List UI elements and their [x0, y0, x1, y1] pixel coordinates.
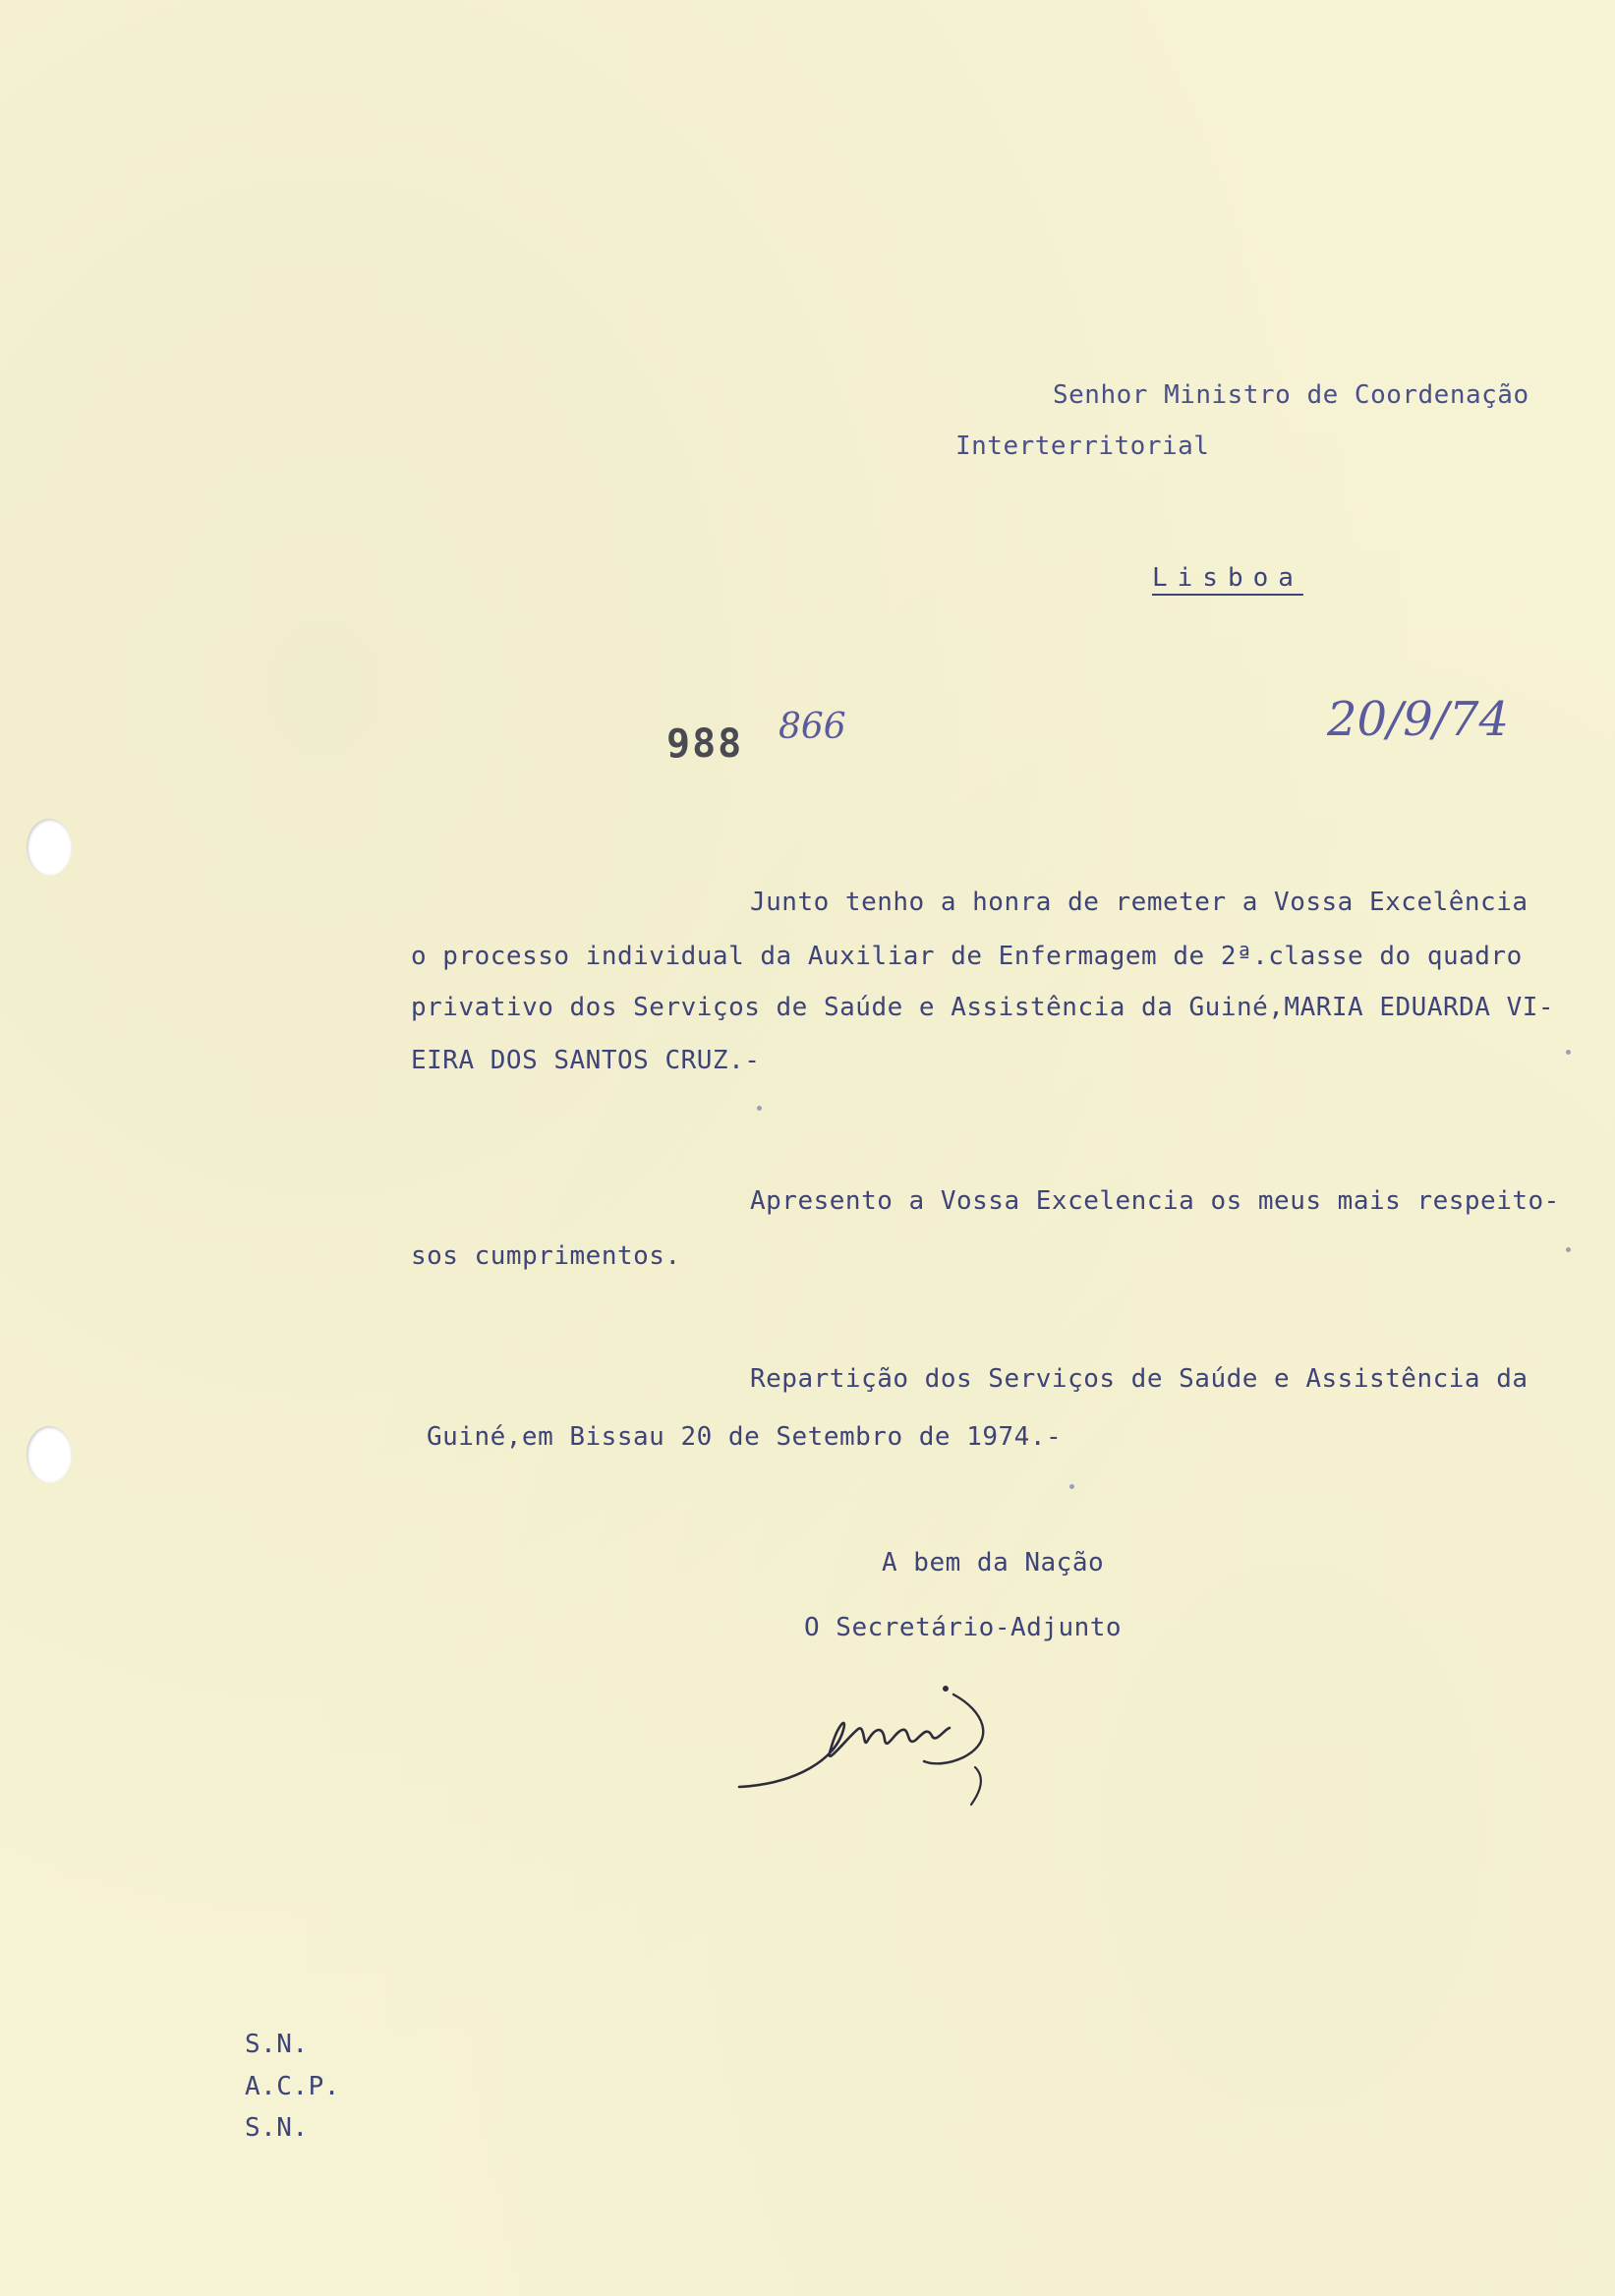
ink-speck — [1566, 1247, 1571, 1252]
stamped-reference-number: 988 — [666, 721, 744, 767]
closing-title: O Secretário-Adjunto — [804, 1613, 1123, 1642]
handwritten-date: 20/9/74 — [1327, 692, 1510, 747]
body-para2-line1: Apresento a Vossa Excelencia os meus mais respeito- — [750, 1186, 1560, 1216]
body-para1-line4: EIRA DOS SANTOS CRUZ.- — [411, 1046, 761, 1075]
handwritten-signature — [727, 1671, 1052, 1818]
body-para2-line2: sos cumprimentos. — [411, 1241, 681, 1271]
ink-speck — [1069, 1484, 1074, 1489]
handwritten-reference-number: 866 — [779, 707, 846, 747]
distribution-item-2: A.C.P. — [245, 2072, 340, 2101]
addressee-line-1: Senhor Ministro de Coordenação — [1053, 380, 1529, 410]
punch-hole-top — [27, 819, 72, 876]
distribution-item-3: S.N. — [245, 2113, 309, 2143]
body-para1-line3: privativo dos Serviços de Saúde e Assistência da Guiné,MARIA EDUARDA VI- — [411, 993, 1555, 1022]
body-para3-line2: Guiné,em Bissau 20 de Setembro de 1974.- — [427, 1422, 1063, 1452]
addressee-line-2: Interterritorial — [955, 431, 1210, 461]
body-para1-line1: Junto tenho a honra de remeter a Vossa Excelência — [750, 888, 1528, 917]
closing-salutation: A bem da Nação — [882, 1548, 1105, 1578]
punch-hole-bottom — [27, 1426, 72, 1483]
addressee-city: Lisboa — [1152, 563, 1303, 593]
body-para1-line2: o processo individual da Auxiliar de Enfermagem de 2ª.classe do quadro — [411, 942, 1523, 971]
ink-speck — [1566, 1050, 1571, 1055]
body-para3-line1: Repartição dos Serviços de Saúde e Assistência da — [750, 1364, 1528, 1394]
distribution-item-1: S.N. — [245, 2030, 309, 2059]
ink-speck — [757, 1106, 762, 1111]
